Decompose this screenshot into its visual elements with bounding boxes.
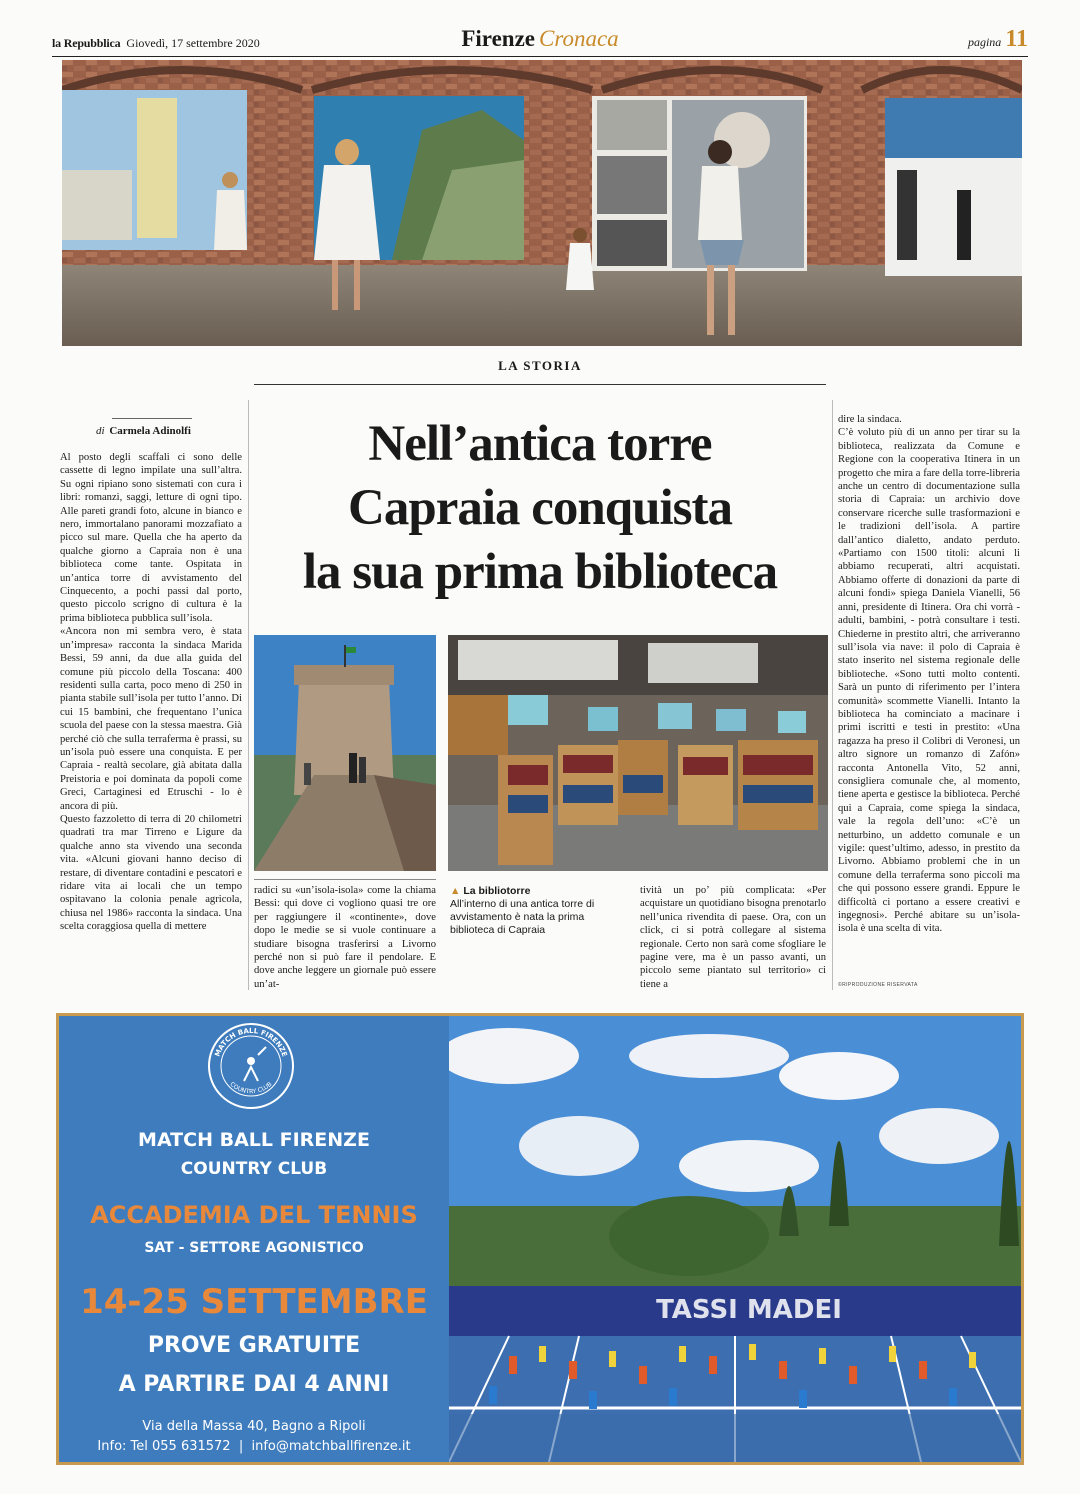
ad-subtitle: COUNTRY CLUB: [180, 1159, 328, 1179]
page-indicator: [968, 26, 1028, 53]
caption-triangle-icon: ▲: [450, 885, 461, 897]
library-interior-photo: [448, 635, 828, 871]
masthead: [52, 26, 1028, 57]
column-divider-2: [832, 400, 833, 990]
court-banner-text: TASSI MADEI: [656, 1295, 842, 1325]
ad-text-panel: [59, 1016, 449, 1462]
svg-text:MATCH BALL FIRENZE: [213, 1027, 288, 1058]
top-photo-exhibition: [62, 60, 1022, 346]
issue-date: Giovedì, 17 settembre 2020: [126, 36, 260, 50]
logo-bottom-text: COUNTRY CLUB: [228, 1080, 274, 1096]
ad-contact: Info: Tel 055 631572 | info@matchballfirenze.it: [97, 1439, 411, 1454]
article-column-1: Al posto degli scaffali ci sono delle cassette di legno impilate una sull’altra. Su ogni ripiano sono sistemati con cura i libri: romanzi, saggi, letture di ogni tipo. Alle pareti grandi foto, alcune in bianco e nero, immortalano panorami mozzafiato a picco sul mare. Quella che ha aperto da qualche giorno a Capraia non è una biblioteca come tante. Ospitata in un’antica torre di avvistamento del Cinquecento, a pochi passi dal porto, questo piccolo scrigno di cultura è la prima biblioteca pubblica sull’isola. «Ancora non mi sembra vero, è stata un’impresa» racconta la sindaca Marida Bessi, 59 anni, da due alla guida del comune più piccolo della Toscana: 400 residenti sulla carta, poco meno di 250 in pianta stabile sull’isola per tutto l’anno. Di cui 15 bambini, che frequentano l’unica scuola del paese con la stessa maestra. Già perché ciò che sulla terraferma è prassi, su un’isola può essere una conquista. E per Capraia - realtà secolare, già abitata dalla Preistoria e poi dominata da popoli come Greci, Cartaginesi ed Etruschi - lo è ancora di più. Questo fazzoletto di terra di 20 chilometri quadrati tra mar Tirreno e Ligure da qualche anno sta vivendo una seconda vita. «Alcuni giovani hanno deciso di restare, di diventare contadini e pescatori e ridare vita ai locali che un tempo ospitavano la colonia penale agricola, chiusa nel 1986» racconta la sindaca. Una scelta coraggiosa quella di mettere: [60, 452, 242, 933]
article-column-3: tività un po’ più complicata: «Per acquistare un quotidiano bisogna prenotarlo nell’unica rivendita di paese. Ora, con un click, ci si potrà collegare al sistema regionale. Certo non sarà come sfogliare le pagine vere, ma è un passo avanti, un piccolo seme piantato sul territorio» ci tiene a: [640, 885, 826, 990]
caption-text: All’interno di una antica torre di avvistamento è nata la prima biblioteca di Capraia: [450, 898, 595, 936]
headline: [254, 412, 826, 604]
kicker: LA STORIA: [498, 358, 582, 373]
city-label: Firenze: [461, 26, 535, 51]
byline: [96, 425, 191, 437]
match-ball-logo-icon: [206, 1021, 296, 1111]
ad-tennis-photo: [449, 1016, 1021, 1462]
headline-line-1: Nell’antica torre: [368, 416, 712, 472]
paper-name: la Repubblica: [52, 36, 121, 50]
article-column-4: dire la sindaca. C’è voluto più di un anno per tirar su la biblioteca, realizzata da Comune e Regione con la cooperativa Itinera in un progetto che mira a fare della torre-libreria anche un centro di documentazione sulla storia di Capraia: un archivio dove conservare ricerche sulle trasformazioni e le tradizioni dell’isola. A partire dall’antico dialetto, andato perduto. «Partiamo con 1500 titoli: alcuni li abbiamo recuperati, altri acquistati. Abbiamo offerte di donazioni da parte di alcuni fondi» spiega Daniela Vianelli, 56 anni, presidente di Itinera. Ora chi vorrà - adulti, bambini, - potrà consultare i testi. Chiederne in prestito altri, che arriveranno sull’isola via nave: il polo di Capraia è stato inserito nel sistema regionale delle biblioteche. «Sono tutti molto contenti. Sarà un punto di riferimento per l’intera comunità» scommette Vianelli. Intanto la biblioteca ha cominciato a macinare i primi iscritti e testi in prestito: «Una ragazza ha preso il Colibrì di Veronesi, un altro signore un romanzo di Zafón» racconta Antonella Vito, 52 anni, consigliera comunale che, al momento, tiene aperta e gestisce la biblioteca. Perché qui a Capraia, come spiega la sindaca, vale la regola dell’uno: «C’è un netturbino, un addetto comunale e un vigile: quest’ultimo, adesso, in prestito da Livorno. Abbiamo problemi che in un comune della terraferma sono piccoli ma che qui possono essere grandi. Eppure le difficoltà ci portano a essere creativi e ingegnosi». Perché abitare su un’isola-isola è una scelta di vita.: [838, 414, 1020, 935]
col2-rule: [254, 879, 436, 880]
ad-age: A PARTIRE DAI 4 ANNI: [118, 1372, 390, 1397]
ad-academy: ACCADEMIA DEL TENNIS: [90, 1201, 418, 1229]
tower-illustration: [254, 635, 436, 871]
headline-line-2: Capraia conquista: [348, 480, 732, 536]
section-title: [52, 26, 1028, 52]
byline-rule: [112, 418, 192, 419]
section-label: Cronaca: [539, 26, 619, 51]
library-illustration: [448, 635, 828, 871]
ad-dates: 14-25 SETTEMBRE: [80, 1282, 428, 1322]
page-label: pagina: [967, 35, 1002, 49]
byline-prefix: di: [96, 425, 105, 437]
article-column-2: radici su «un’isola-isola» come la chiama Bessi: qui dove ci vogliono quasi tre ore per raggiungere il «continente», dove dopo le medie se si vuole continuare a studiare bisogna trasferirsi a Livorno perché non si può fare il pendolare. E dove anche leggere un giornale può essere un’at-: [254, 885, 436, 990]
tennis-court-illustration: [449, 1016, 1021, 1462]
tower-photo: [254, 635, 436, 871]
ad-sat: SAT - SETTORE AGONISTICO: [144, 1240, 364, 1256]
logo-top-text: MATCH BALL FIRENZE: [213, 1026, 289, 1058]
ad-address: Via della Massa 40, Bagno a Ripoli: [142, 1419, 366, 1434]
ad-title: MATCH BALL FIRENZE: [138, 1129, 370, 1151]
photo-caption: [450, 885, 630, 937]
kicker-rule: [254, 384, 826, 385]
caption-title: La bibliotorre: [463, 885, 531, 897]
ad-free-trials: PROVE GRATUITE: [147, 1333, 361, 1358]
column-divider-1: [248, 400, 249, 990]
headline-line-3: la sua prima biblioteca: [302, 544, 778, 600]
tennis-club-advertisement: [56, 1013, 1024, 1465]
svg-text:COUNTRY CLUB: [229, 1081, 274, 1096]
copyright-notice: ©RIPRODUZIONE RISERVATA: [838, 982, 918, 988]
page-number: 11: [1005, 26, 1028, 52]
photo-wall-illustration: [62, 60, 1022, 346]
byline-author: Carmela Adinolfi: [109, 425, 191, 437]
